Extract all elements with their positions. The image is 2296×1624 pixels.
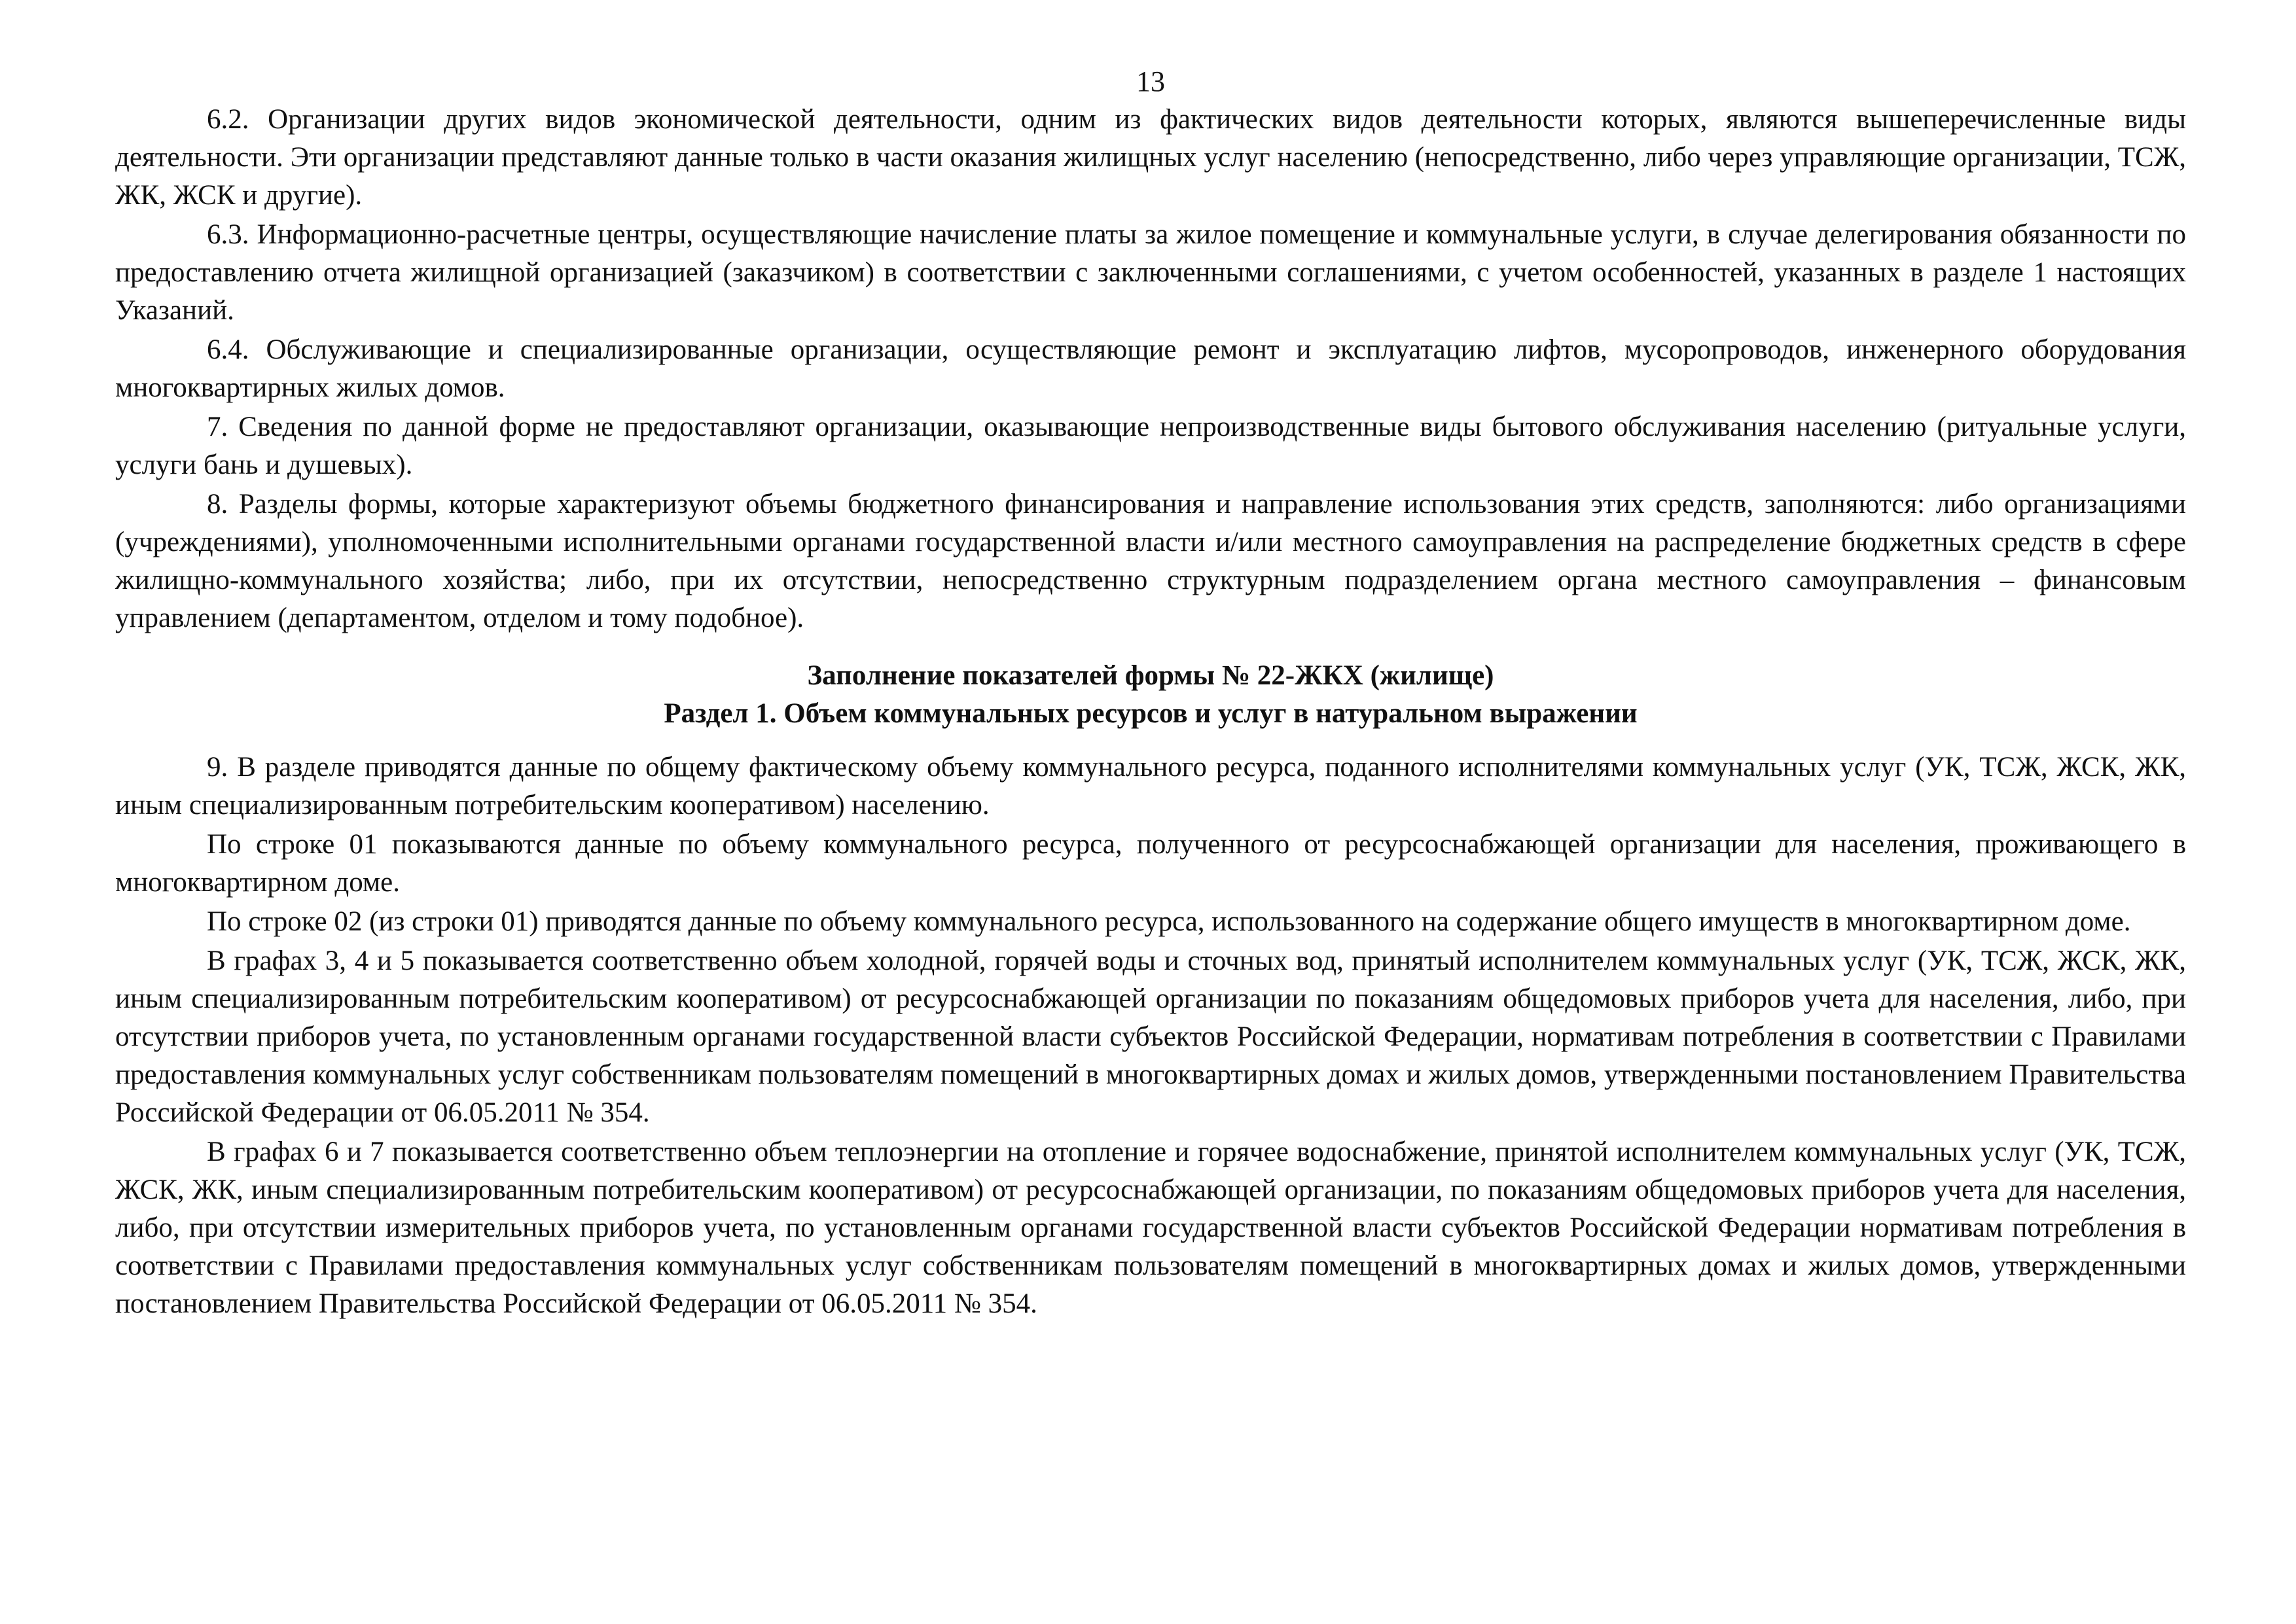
form-fill-heading: Заполнение показателей формы № 22-ЖКХ (жилище)	[807, 660, 1494, 691]
section-1-heading: Раздел 1. Объем коммунальных ресурсов и услуг в натуральном выражении	[664, 698, 1638, 729]
paragraph-8: 8. Разделы формы, которые характеризуют объемы бюджетного финансирования и направление использования этих средств, заполняются: либо организациями (учреждениями), уполномоченными исполнительными органами государственной власти и/или местного самоуправления на распределение бюджетных средств в сфере жилищно-коммунального хозяйства; либо, при их отсутствии, непосредственно структурным подразделением органа местного самоуправления – финансовым управлением (департаментом, отделом и тому подобное).	[115, 489, 2186, 633]
document-page	[115, 63, 2186, 1324]
paragraph-9: 9. В разделе приводятся данные по общему фактическому объему коммунального ресурса, поданного исполнителями коммунальных услуг (УК, ТСЖ, ЖСК, ЖК, иным специализированным потребительским кооперативом) населению.	[115, 752, 2186, 821]
paragraph-6-3: 6.3. Информационно-расчетные центры, осуществляющие начисление платы за жилое помещение и коммунальные услуги, в случае делегирования обязанности по предоставлению отчета жилищной организацией (заказчиком) в соответствии с заключенными соглашениями, с учетом особенностей, указанных в разделе 1 настоящих Указаний.	[115, 219, 2186, 326]
paragraph-columns-6-7: В графах 6 и 7 показывается соответственно объем теплоэнергии на отопление и горячее водоснабжение, принятой исполнителем коммунальных услуг (УК, ТСЖ, ЖСК, ЖК, иным специализированным потребительским кооперативом) от ресурсоснабжающей организации, по показаниям общедомовых приборов учета для населения, либо, при отсутствии измерительных приборов учета, по установленным органами государственной власти субъектов Российской Федерации нормативам потребления в соответствии с Правилами предоставления коммунальных услуг собственникам пользователям помещений в многоквартирных домах и жилых домов, утвержденными постановлением Правительства Российской Федерации от 06.05.2011 № 354.	[115, 1137, 2186, 1319]
paragraph-6-4: 6.4. Обслуживающие и специализированные организации, осуществляющие ремонт и эксплуатацию лифтов, мусоропроводов, инженерного оборудования многоквартирных жилых домов.	[115, 334, 2186, 403]
page-number: 13	[1136, 65, 1165, 97]
paragraph-columns-3-5: В графах 3, 4 и 5 показывается соответственно объем холодной, горячей воды и сточных вод, принятый исполнителем коммунальных услуг (УК, ТСЖ, ЖСК, ЖК, иным специализированным потребительским кооперативом) от ресурсоснабжающей организации по показаниям общедомовых приборов учета для населения, либо, при отсутствии приборов учета, по установленным органами государственной власти субъектов Российской Федерации, нормативам потребления в соответствии с Правилами предоставления коммунальных услуг собственникам пользователям помещений в многоквартирных домах и жилых домов, утвержденными постановлением Правительства Российской Федерации от 06.05.2011 № 354.	[115, 945, 2186, 1128]
paragraph-line-02: По строке 02 (из строки 01) приводятся данные по объему коммунального ресурса, использованного на содержание общего имуществ в многоквартирном доме.	[207, 906, 2131, 937]
paragraph-line-01: По строке 01 показываются данные по объему коммунального ресурса, полученного от ресурсоснабжающей организации для населения, проживающего в многоквартирном доме.	[115, 829, 2186, 898]
paragraph-7: 7. Сведения по данной форме не предоставляют организации, оказывающие непроизводственные виды бытового обслуживания населению (ритуальные услуги, услуги бань и душевых).	[115, 412, 2186, 480]
section-heading-block	[115, 657, 2186, 733]
paragraph-6-2: 6.2. Организации других видов экономической деятельности, одним из фактических видов деятельности которых, являются вышеперечисленные виды деятельности. Эти организации представляют данные только в части оказания жилищных услуг населению (непосредственно, либо через управляющие организации, ТСЖ, ЖК, ЖСК и другие).	[115, 104, 2186, 211]
